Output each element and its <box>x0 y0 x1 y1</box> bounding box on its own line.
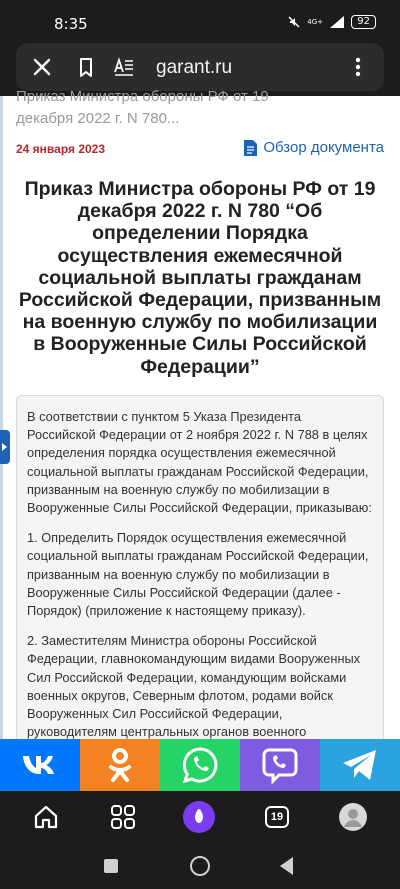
side-panel-toggle[interactable] <box>0 430 10 464</box>
status-icons <box>287 14 376 30</box>
share-odnoklassniki-button[interactable] <box>80 739 160 791</box>
recents-icon[interactable] <box>104 859 118 873</box>
apps-grid-icon[interactable] <box>109 803 137 831</box>
share-bar <box>0 739 400 791</box>
document-date: 24 января 2023 <box>16 142 106 156</box>
breadcrumb[interactable]: декабря 2022 г. N 780... <box>16 110 180 127</box>
share-telegram-button[interactable] <box>320 739 400 791</box>
document-text-box <box>16 395 384 755</box>
battery-indicator: 92 <box>351 15 376 29</box>
profile-avatar-icon[interactable] <box>339 803 367 831</box>
tabs-counter-button[interactable] <box>263 803 291 831</box>
home-icon[interactable] <box>32 803 60 831</box>
alice-assistant-icon[interactable] <box>183 801 215 833</box>
network-type: 4G+ <box>307 18 324 26</box>
vk-icon <box>22 754 58 776</box>
address-bar[interactable] <box>16 43 384 91</box>
status-bar <box>0 0 400 38</box>
document-title: Приказ Министра обороны РФ от 19 декабря 2022 г. N 780 “Об определении Порядка осуществления ежемесячной социальной выплаты гражданам Российской Федерации, призванным на военную службу по мобилизации в Вооруженные Силы Российской Федерации” <box>18 178 382 378</box>
bookmark-icon[interactable] <box>74 55 98 79</box>
viber-icon <box>261 746 299 784</box>
breadcrumb-previous-line: Приказ Министра обороны РФ от 19 <box>16 88 269 105</box>
status-time: 8:35 <box>54 15 88 33</box>
overview-label: Обзор документа <box>263 139 384 156</box>
share-vk-button[interactable] <box>0 739 80 791</box>
browser-bottom-nav <box>0 791 400 843</box>
whatsapp-icon <box>181 746 219 784</box>
mute-icon <box>287 15 301 29</box>
share-viber-button[interactable] <box>240 739 320 791</box>
url-text: garant.ru <box>156 57 233 78</box>
menu-dots-icon[interactable] <box>346 55 370 79</box>
home-circle-icon[interactable] <box>190 856 210 876</box>
page-content <box>0 88 400 740</box>
paragraph-2: 2. Заместителям Министра обороны Российской Федерации, главнокомандующим видами Вооруженных Сил Российской Федерации, командующим войсками военных округов, Северным флотом, родами войск Вооруженных Сил Российской Федерации, руководителям центральных органов военного <box>27 633 361 740</box>
paragraph-intro: В соответствии с пунктом 5 Указа Президента Российской Федерации от 2 ноября 2022 г. N 788 в целях определения порядка осуществления ежемесячной социальной выплаты гражданам Российской Федерации, призванным на военную службу по мобилизации в Вооруженные Силы Российской Федерации, приказываю: <box>27 409 372 516</box>
close-icon[interactable] <box>30 55 54 79</box>
back-icon[interactable] <box>280 857 293 875</box>
telegram-icon <box>341 748 379 782</box>
odnoklassniki-icon <box>108 747 132 783</box>
signal-icon <box>329 15 345 29</box>
share-whatsapp-button[interactable] <box>160 739 240 791</box>
document-icon <box>244 140 257 156</box>
reader-mode-icon[interactable] <box>112 55 136 79</box>
tabs-count: 19 <box>265 806 289 828</box>
system-navigation-bar <box>0 843 400 889</box>
overview-link[interactable] <box>244 139 384 156</box>
left-rail <box>0 96 3 739</box>
paragraph-1: 1. Определить Порядок осуществления ежемесячной социальной выплаты гражданам Российской Федерации, призванным на военную службу по мобилизации в Вооруженные Силы Российской Федерации (далее - Порядок) (приложение к настоящему приказу). <box>27 530 369 619</box>
